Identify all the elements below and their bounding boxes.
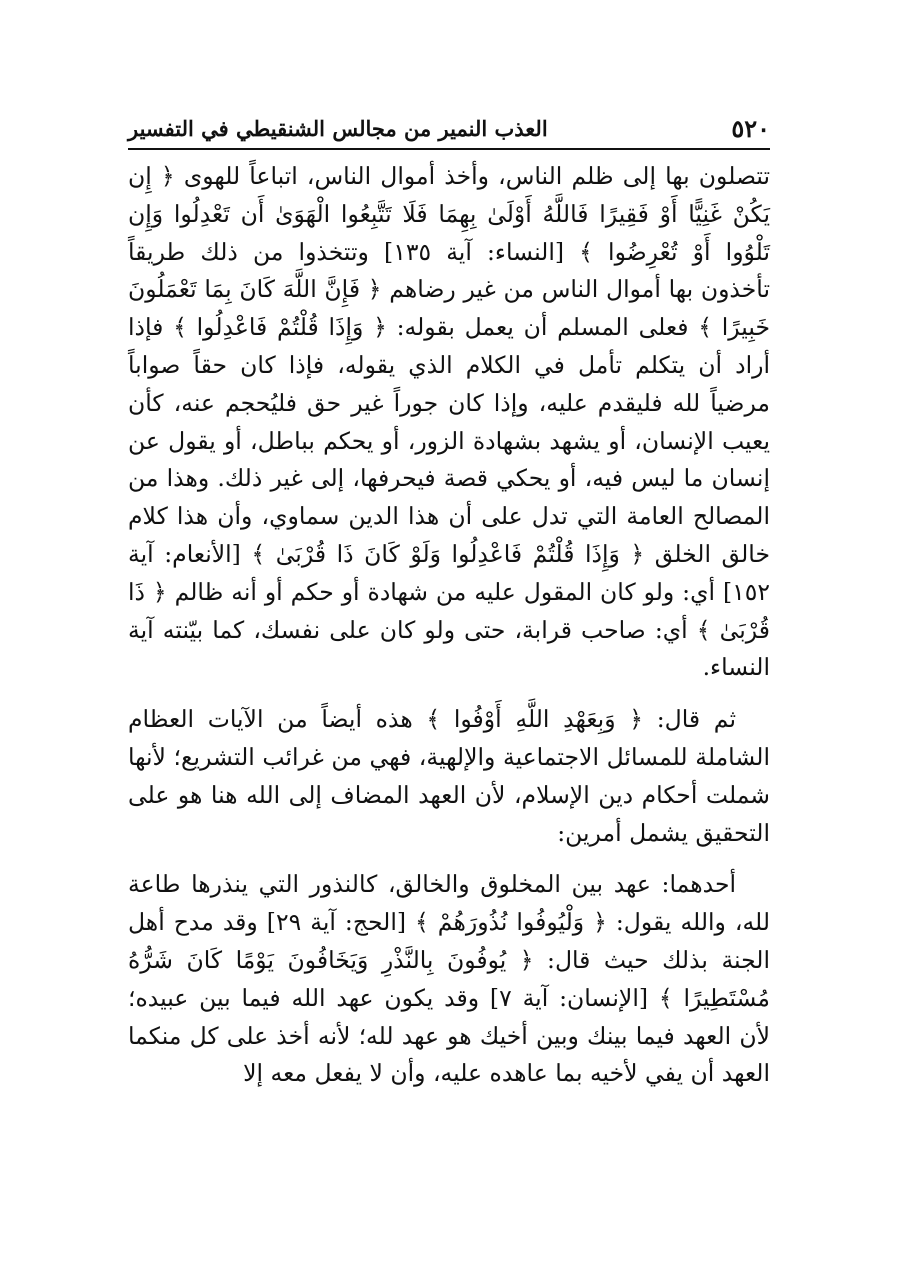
book-title: العذب النمير من مجالس الشنقيطي في التفسير <box>128 115 548 141</box>
paragraph-3: أحدهما: عهد بين المخلوق والخالق، كالنذور التي ينذرها طاعة لله، والله يقول: ﴿ وَلْيُوفُوا نُذُورَهُمْ ﴾ [الحج: آية ٢٩] وقد مدح أهل الجنة بذلك حيث قال: ﴿ يُوفُونَ بِالنَّذْرِ وَيَخَافُونَ يَوْمًا كَانَ شَرُّهُ مُسْتَطِيرًا ﴾ [الإنسان: آية ٧] وقد يكون عهد الله فيما بين عبيده؛ لأن العهد فيما بينك وبين أخيك هو عهد لله؛ لأنه أخذ على كل منكما العهد أن يفي لأخيه بما عاهده عليه، وأن لا يفعل معه إلا <box>128 870 771 1088</box>
paragraph-1: تتصلون بها إلى ظلم الناس، وأخذ أموال الناس، اتباعاً للهوى ﴿ إِن يَكُنْ غَنِيًّا أَوْ فَقِيرًا فَاللَّهُ أَوْلَىٰ بِهِمَا فَلَا تَتَّبِعُوا الْهَوَىٰ أَن تَعْدِلُوا وَإِن تَلْوُوا أَوْ تُعْرِضُوا ﴾ [النساء: آية ١٣٥] وتتخذوا من ذلك طريقاً تأخذون بها أموال الناس من غير رضاهم ﴿ فَإِنَّ اللَّهَ كَانَ بِمَا تَعْمَلُونَ خَبِيرًا ﴾ فعلى المسلم أن يعمل بقوله: ﴿ وَإِذَا قُلْتُمْ فَاعْدِلُوا ﴾ فإذا أراد أن يتكلم تأمل في الكلام الذي يقوله، فإذا كان حقاً صواباً مرضياً لله فليقدم عليه، وإذا كان جوراً غير حق فليُحجم عنه، كأن يعيب الإنسان، أو يشهد بشهادة الزور، أو يحكم بباطل، أو يقول عن إنسان ما ليس فيه، أو يحكي قصة فيحرفها، إلى غير ذلك. وهذا من المصالح العامة التي تدل على أن هذا الدين سماوي، وأن هذا كلام خالق الخلق ﴿ وَإِذَا قُلْتُمْ فَاعْدِلُوا وَلَوْ كَانَ ذَا قُرْبَىٰ ﴾ [الأنعام: آية ١٥٢] أي: ولو كان المقول عليه من شهادة أو حكم أو أنه ظالم ﴿ ذَا قُرْبَىٰ ﴾ أي: صاحب قرابة، حتى ولو كان على نفسك، كما بيّنته آية النساء. <box>128 162 770 682</box>
body-text <box>128 158 770 1107</box>
running-header <box>128 108 770 150</box>
page-number: ٥٢٠ <box>731 113 770 143</box>
paragraph-2: ثم قال: ﴿ وَبِعَهْدِ اللَّهِ أَوْفُوا ﴾ هذه أيضاً من الآيات العظام الشاملة للمسائل الاجتماعية والإلهية، فهي من غرائب التشريع؛ لأنها شملت أحكام دين الإسلام، لأن العهد المضاف إلى الله هنا هو على التحقيق يشمل أمرين: <box>128 705 770 847</box>
